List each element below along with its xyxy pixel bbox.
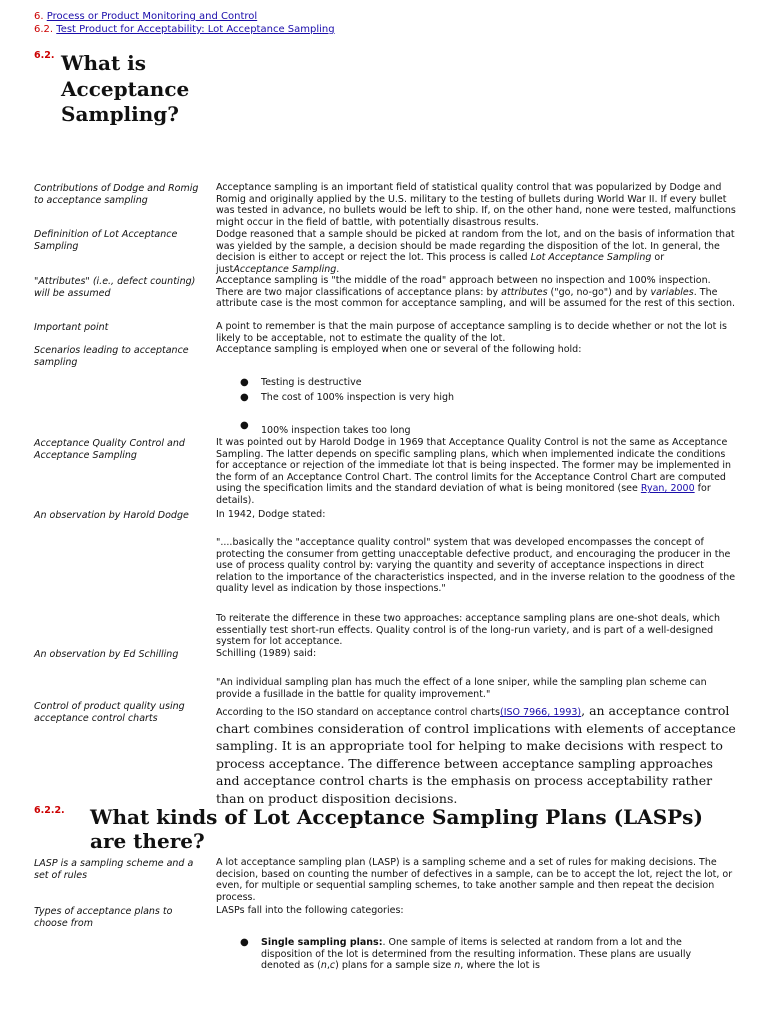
breadcrumb-number: 6.2. (34, 24, 54, 35)
bullet-icon: ● (240, 377, 249, 388)
breadcrumb-number: 6. (34, 11, 44, 22)
row-text: It was pointed out by Harold Dodge in 1969 that Acceptance Quality Control is not the same as Acceptance Sampling. The latter depends on specific sampling plans, which when implemented indicate the conditions for acceptance or rejection of the immediate lot that is being inspected. The former may be implemented in the form of an Acceptance Control Chart. The control limits for the Acceptance Control Chart are computed using the specification limits and the standard deviation of what is being monitored (see Ryan, 2000 for details). (216, 437, 732, 506)
bullet-icon: ● (240, 420, 249, 431)
bullet-icon: ● (240, 392, 249, 403)
row-label: Types of acceptance plans to choose from (34, 906, 173, 929)
section-number: 6.2.2. (34, 805, 65, 816)
row-text: Acceptance sampling is employed when one or several of the following hold: (216, 344, 582, 355)
page-title: What is Acceptance Sampling? (61, 51, 190, 126)
row-label: LASP is a sampling scheme and a set of rules (34, 858, 194, 881)
breadcrumb-link-process-monitoring[interactable]: Process or Product Monitoring and Control (46, 11, 258, 22)
ryan-2000-link[interactable]: Ryan, 2000 (640, 483, 695, 495)
row-label: Contributions of Dodge and Romig to acceptance sampling (34, 183, 199, 206)
row-label: Defininition of Lot Acceptance Sampling (34, 229, 178, 252)
row-text: Acceptance sampling is an important field of statistical quality control that was popularized by Dodge and Romig and originally applied by the U.S. military to the testing of bullets during World War II. If every bullet was tested in advance, no bullets would be left to ship. If, on the other hand, none were tested, malfunctions might occur in the field of battle, with potentially disastrous results. (216, 182, 736, 228)
breadcrumb-link-lot-acceptance[interactable]: Test Product for Acceptability: Lot Acceptance Sampling (56, 24, 335, 35)
quote-text: "....basically the "acceptance quality control" system that was developed encompasses the concept of protecting the consumer from getting unacceptable defective product, and encouraging the producer in the use of process quality control by: varying the quantity and severity of acceptance inspections in direct relation to the importance of the characteristics inspected, and in the inverse relation to the goodness of the quality level as indication by those inspections." (216, 537, 736, 595)
row-text: To reiterate the difference in these two approaches: acceptance sampling plans are one-shot deals, which essentially test short-run effects. Quality control is of the long-run variety, and is part of a well-designed system for lot acceptance. (216, 613, 720, 648)
row-label: "Attributes" (i.e., defect counting) will be assumed (34, 276, 196, 299)
row-text: LASPs fall into the following categories: (216, 905, 404, 916)
row-label: An observation by Harold Dodge (34, 510, 189, 521)
row-text: Schilling (1989) said: (216, 648, 317, 659)
section-number: 6.2. (34, 50, 55, 61)
breadcrumb (34, 10, 335, 36)
row-label: An observation by Ed Schilling (34, 649, 179, 660)
quote-text: "An individual sampling plan has much the effect of a lone sniper, while the sampling plan scheme can provide a fusillade in the battle for quality improvement." (216, 677, 707, 700)
bullet-icon: ● (240, 937, 249, 948)
row-label: Acceptance Quality Control and Acceptance Sampling (34, 438, 185, 461)
row-text: In 1942, Dodge stated: (216, 509, 326, 520)
row-text: A point to remember is that the main purpose of acceptance sampling is to decide whether or not the lot is likely to be acceptable, not to estimate the quality of the lot. (216, 321, 727, 344)
breadcrumb-item-1 (34, 10, 335, 23)
row-text: According to the ISO standard on acceptance control charts(ISO 7966, 1993), an acceptance control chart combines consideration of control implications with elements of acceptance sampling. It is an appropriate tool for helping to make decisions with respect to process acceptance. The difference between acceptance sampling approaches and acceptance control charts is the emphasis on process acceptability rather than on product disposition decisions. (216, 703, 736, 806)
section-title: What kinds of Lot Acceptance Sampling Plans (LASPs) are there? (90, 805, 703, 853)
breadcrumb-item-2 (34, 23, 335, 36)
row-text: Dodge reasoned that a sample should be picked at random from the lot, and on the basis of information that was yielded by the sample, a decision should be made regarding the disposition of the lot. In general, the decision is either to accept or reject the lot. This process is called Lot Acceptance Sampling or justAcceptance Sampling. (216, 229, 735, 275)
row-text: A lot acceptance sampling plan (LASP) is a sampling scheme and a set of rules for making decisions. The decision, based on counting the number of defectives in a sample, can be to accept the lot, reject the lot, or even, for multiple or sequential sampling schemes, to take another sample and then repeat the decision process. (216, 857, 733, 903)
iso-7966-link[interactable]: (ISO 7966, 1993) (499, 707, 582, 718)
list-item-text: Single sampling plans:. One sample of items is selected at random from a lot and the disposition of the lot is determined from the resulting information. These plans are usually denoted as (n,c) plans for a sample size n, where the lot is (261, 937, 692, 972)
row-label: Scenarios leading to acceptance sampling (34, 345, 189, 368)
row-label: Control of product quality using acceptance control charts (34, 701, 185, 724)
row-text: Acceptance sampling is "the middle of the road" approach between no inspection and 100% inspection. There are two major classifications of acceptance plans: by attributes ("go, no-go") and by variables. The attribute case is the most common for acceptance sampling, and will be assumed for the rest of this section. (216, 275, 736, 310)
row-label: Important point (34, 322, 109, 333)
